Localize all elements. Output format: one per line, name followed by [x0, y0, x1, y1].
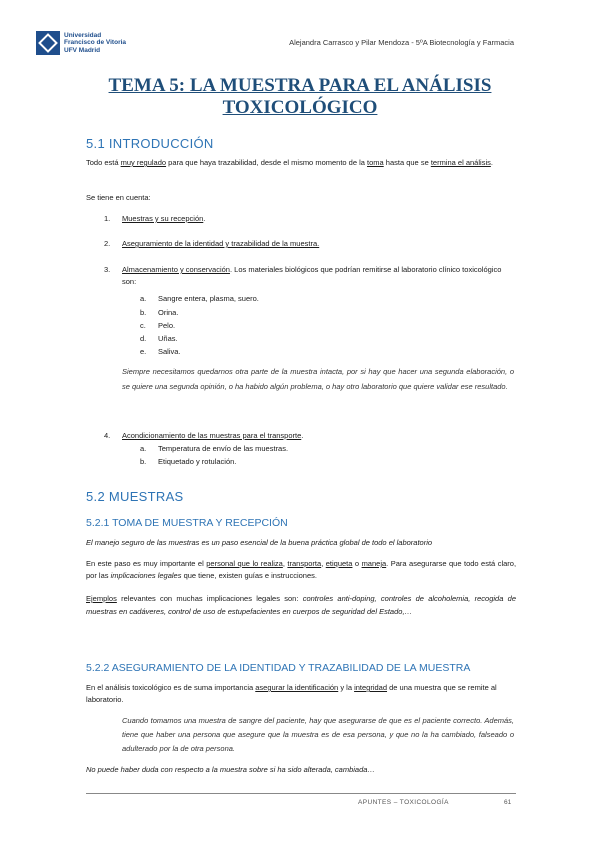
logo-line: Universidad [64, 31, 102, 39]
list-item: 1. Muestras y su recepción. [104, 214, 206, 223]
logo-line: UFV Madrid [64, 46, 101, 54]
transport-item: b. Etiquetado y rotulación. [140, 457, 237, 466]
section-heading-5-2: 5.2 MUESTRAS [86, 489, 184, 504]
page-number: 61 [504, 799, 512, 806]
logo-emblem-icon [36, 31, 60, 55]
final-statement: No puede haber duda con respecto a la muestra sobre si ha sido alterada, cambiada… [86, 765, 375, 774]
footer-divider [86, 793, 516, 794]
examples-paragraph: Ejemplos relevantes con muchas implicaciones legales son: controles anti-doping, controles de alcoholemia, recogida de muestras en cadáveres, control de uso de estupefacientes en cuerpos de seguridad del Estado,… [86, 594, 516, 616]
university-logo [36, 28, 146, 58]
subsection-heading-5-2-2: 5.2.2 ASEGURAMIENTO DE LA IDENTIDAD Y TRAZABILIDAD DE LA MUESTRA [86, 662, 471, 674]
material-item: c. Pelo. [140, 321, 176, 330]
transport-item: a. Temperatura de envío de las muestras. [140, 444, 289, 453]
list-item: 3. Almacenamiento y conservación. Los materiales biológicos que podrían remitirse al laboratorio clínico toxicológico son: [104, 265, 502, 286]
intro-paragraph: Todo está muy regulado para que haya trazabilidad, desde el mismo momento de la toma hasta que se termina el análisis. [86, 158, 493, 167]
footer-label: APUNTES – TOXICOLOGÍA [358, 799, 449, 806]
lead-statement: El manejo seguro de las muestras es un paso esencial de la buena práctica global de todo el laboratorio [86, 538, 433, 547]
list-item: 4. Acondicionamiento de las muestras para el transporte. [104, 431, 304, 440]
logo-line: Francisco de Vitoria [64, 39, 127, 47]
identity-quote: Cuando tomamos una muestra de sangre del paciente, hay que asegurarse de que es el paciente correcto. Además, tiene que haber una persona que asegure que la muestra es de esa persona, y que no la ha cambiado, falseado o adulterado por la de otra persona. [122, 716, 514, 753]
material-item: d. Uñas. [140, 334, 178, 343]
identity-paragraph: En el análisis toxicológico es de suma importancia asegurar la identificación y la integridad de una muestra que se remite al laboratorio. [86, 683, 497, 704]
subsection-heading-5-2-1: 5.2.1 TOMA DE MUESTRA Y RECEPCIÓN [86, 517, 288, 529]
se-tiene-text: Se tiene en cuenta: [86, 193, 151, 202]
title-line-1: TEMA 5: LA MUESTRA PARA EL ANÁLISIS [108, 75, 492, 96]
storage-note: Siempre necesitamos quedarnos otra parte de la muestra intacta, por si hay que hacer una segunda elaboración, o se quiere una segunda opinión, o ha habido algún problema, o hay otro laboratorio que quiere validar ese resultado. [122, 367, 514, 391]
section-heading-5-1: 5.1 INTRODUCCIÓN [86, 136, 214, 151]
header-authors: Alejandra Carrasco y Pilar Mendoza - 5ºA Biotecnología y Farmacia [289, 38, 514, 47]
material-item: e. Saliva. [140, 347, 181, 356]
page-title [60, 75, 540, 119]
material-item: a. Sangre entera, plasma, suero. [140, 294, 259, 303]
title-line-2: TOXICOLÓGICO [222, 97, 378, 118]
material-item: b. Orina. [140, 308, 179, 317]
sample-paragraph: En este paso es muy importante el personal que lo realiza, transporta, etiqueta o maneja. Para asegurarse que todo está claro, por las implicaciones legales que tiene, existen guías e instrucciones. [86, 559, 517, 580]
list-item: 2. Aseguramiento de la identidad y trazabilidad de la muestra. [104, 239, 320, 248]
